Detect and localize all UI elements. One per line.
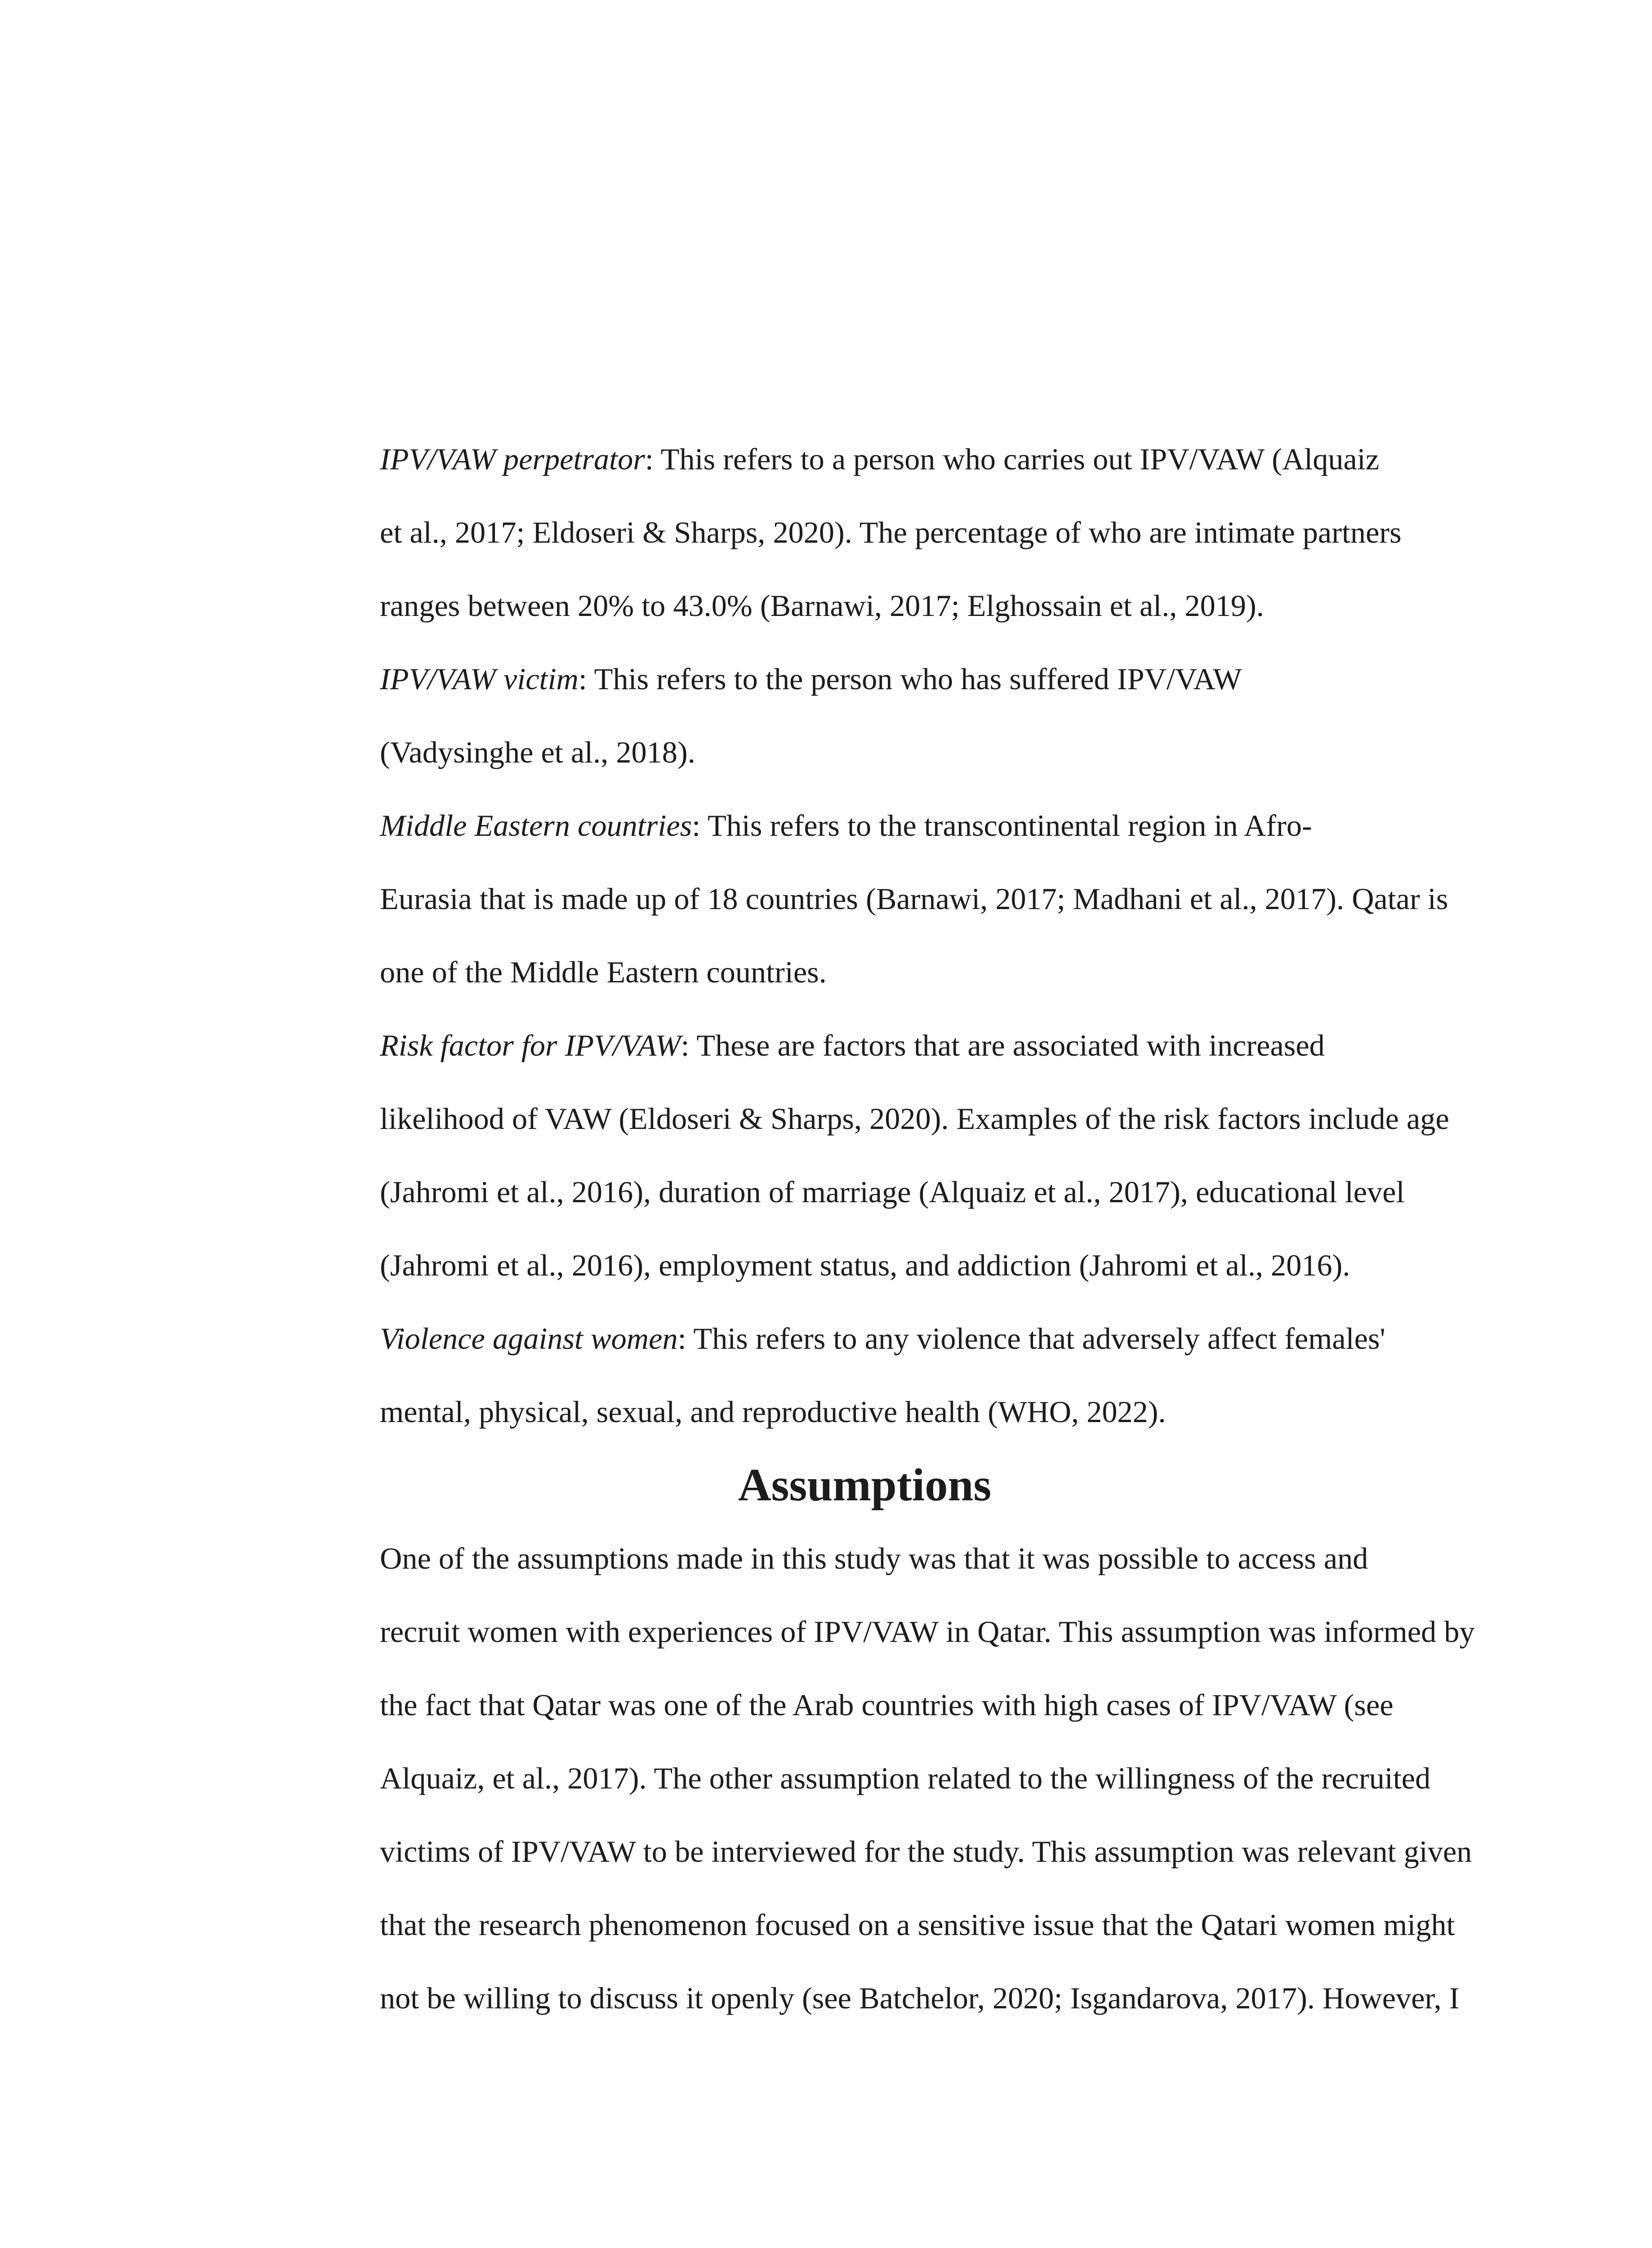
definition-victim: [286, 642, 1443, 789]
definition-line: (Jahromi et al., 2016), duration of marriage (Alquaiz et al., 2017), educational level: [380, 1175, 1405, 1209]
definition-line: et al., 2017; Eldoseri & Sharps, 2020). The percentage of who are intimate partners: [380, 515, 1402, 549]
definition-line: mental, physical, sexual, and reproductive health (WHO, 2022).: [380, 1395, 1166, 1429]
term-risk-factor: Risk factor for IPV/VAW: [380, 1028, 681, 1062]
definition-line: likelihood of VAW (Eldoseri & Sharps, 2020). Examples of the risk factors include age: [380, 1102, 1449, 1136]
body-text: [286, 423, 1475, 2035]
definition-line: : This refers to any violence that adversely affect females': [677, 1321, 1385, 1356]
definition-line: : This refers to the person who has suffered IPV/VAW: [578, 662, 1242, 696]
paragraph-line: not be willing to discuss it openly (see Batchelor, 2020; Isgandarova, 2017). However, I: [380, 1981, 1460, 2015]
paragraph-line: recruit women with experiences of IPV/VAW in Qatar. This assumption was informed by: [380, 1615, 1475, 1649]
definition-line: : This refers to a person who carries out IPV/VAW (Alquaiz: [645, 442, 1380, 476]
term-victim: IPV/VAW victim: [380, 662, 579, 696]
section-heading-assumptions: Assumptions: [738, 1460, 992, 1511]
paragraph-line: victims of IPV/VAW to be interviewed for the study. This assumption was relevant given: [380, 1834, 1472, 1869]
paragraph-line: that the research phenomenon focused on a sensitive issue that the Qatari women might: [380, 1908, 1455, 1942]
definition-line: : This refers to the transcontinental region in Afro-: [692, 808, 1312, 843]
term-middle-eastern-countries: Middle Eastern countries: [380, 808, 692, 843]
definition-middle-eastern-countries: [286, 789, 1448, 1009]
paragraph-line: Alquaiz, et al., 2017). The other assumption related to the willingness of the recruited: [380, 1761, 1431, 1795]
term-perpetrator: IPV/VAW perpetrator: [380, 442, 645, 476]
definition-line: one of the Middle Eastern countries.: [380, 955, 827, 989]
definition-line: (Vadysinghe et al., 2018).: [380, 735, 695, 769]
paragraph-line: the fact that Qatar was one of the Arab countries with high cases of IPV/VAW (see: [380, 1688, 1394, 1722]
definition-line: Eurasia that is made up of 18 countries (Barnawi, 2017; Madhani et al., 2017). Qatar is: [380, 882, 1448, 916]
definition-violence-against-women: [286, 1302, 1443, 1449]
paragraph-line: One of the assumptions made in this study was that it was possible to access and: [380, 1541, 1368, 1575]
definition-perpetrator: [286, 423, 1443, 642]
definition-line: ranges between 20% to 43.0% (Barnawi, 2017; Elghossain et al., 2019).: [380, 589, 1264, 623]
term-violence-against-women: Violence against women: [380, 1321, 678, 1356]
assumptions-paragraph: [286, 1522, 1475, 2035]
definition-line: (Jahromi et al., 2016), employment status, and addiction (Jahromi et al., 2016).: [380, 1248, 1350, 1282]
definition-risk-factor: [286, 1009, 1449, 1302]
definition-line: : These are factors that are associated with increased: [681, 1028, 1325, 1062]
